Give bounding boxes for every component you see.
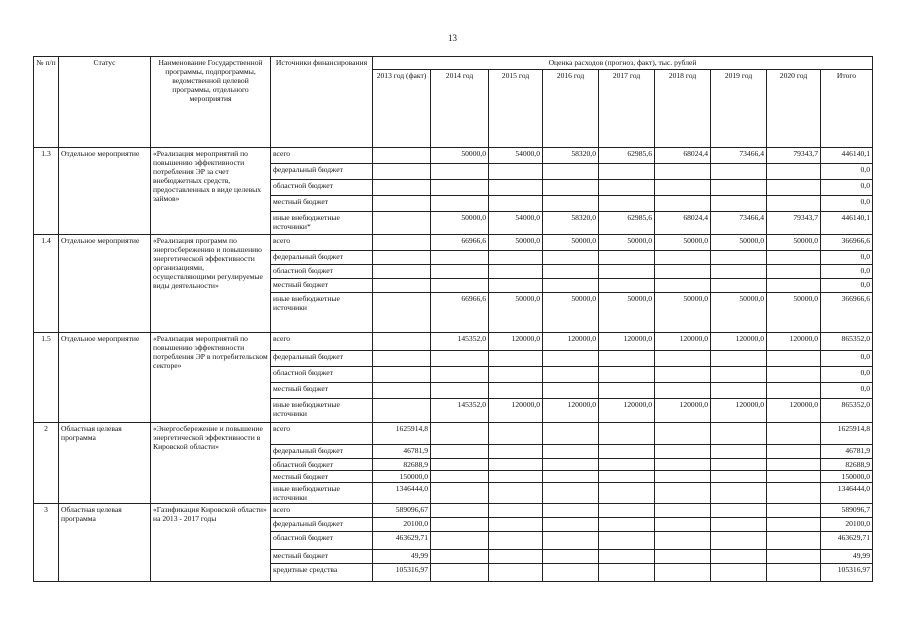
year-value [599,445,655,459]
year-value: 50000,0 [711,293,767,333]
year-value: 54000,0 [489,148,543,164]
year-value: 120000,0 [711,399,767,423]
year-value [655,251,711,265]
year-value: 68024,4 [655,148,711,164]
total-value: 0,0 [821,351,873,367]
year-value [431,550,489,564]
funding-source: областной бюджет [271,265,373,279]
year-value [767,471,821,483]
year-value [431,265,489,279]
funding-source: всего [271,148,373,164]
year-value [711,483,767,504]
group-status: Областная целевая программа [59,504,151,582]
year-value [489,180,543,196]
year-value [655,471,711,483]
year-value [489,532,543,550]
year-value: 1346444,0 [373,483,431,504]
year-value [373,196,431,212]
year-value [767,483,821,504]
year-value [711,459,767,471]
funding-source: областной бюджет [271,532,373,550]
year-value: 589096,67 [373,504,431,518]
year-value: 50000,0 [543,293,599,333]
group-name: «Реализация мероприятий по повышению эффективности потребления ЭР в потребительском секторе» [151,333,271,423]
year-value: 120000,0 [543,399,599,423]
total-value: 589096,7 [821,504,873,518]
year-value: 79343,7 [767,212,821,235]
year-value [599,459,655,471]
year-value [711,164,767,180]
funding-source: федеральный бюджет [271,351,373,367]
year-value: 50000,0 [655,235,711,251]
year-value: 50000,0 [543,235,599,251]
header-year: 2019 год [711,70,767,148]
year-value [655,550,711,564]
year-value: 62985,6 [599,212,655,235]
year-value: 50000,0 [655,293,711,333]
group-status: Отдельное мероприятие [59,148,151,235]
year-value [767,504,821,518]
year-value [767,550,821,564]
funding-source: всего [271,504,373,518]
year-value [655,196,711,212]
header-year: 2017 год [599,70,655,148]
year-value [711,383,767,399]
year-value [489,550,543,564]
total-value: 0,0 [821,367,873,383]
year-value [767,459,821,471]
funding-source: областной бюджет [271,367,373,383]
funding-source: местный бюджет [271,550,373,564]
group-name: «Энергосбережение и повышение энергетической эффективности в Кировской области» [151,423,271,504]
year-value [767,251,821,265]
year-value [655,459,711,471]
table-row [34,235,873,251]
group-status: Отдельное мероприятие [59,235,151,333]
funding-source: кредитные средства [271,564,373,582]
year-value [489,265,543,279]
year-value [489,164,543,180]
year-value: 54000,0 [489,212,543,235]
year-value [599,504,655,518]
year-value [655,180,711,196]
year-value [655,265,711,279]
year-value [767,367,821,383]
year-value [431,471,489,483]
year-value [655,518,711,532]
year-value [489,251,543,265]
year-value [489,518,543,532]
group-name: «Газификация Кировской области» на 2013 - 2017 годы [151,504,271,582]
year-value [489,423,543,445]
year-value: 120000,0 [655,399,711,423]
group-name: «Реализация программ по энергосбережению и повышению энергетической эффективности организациями, осуществляющими регулируемые виды деятельности» [151,235,271,333]
total-value: 1625914,8 [821,423,873,445]
year-value: 120000,0 [543,333,599,351]
year-value [543,180,599,196]
total-value: 1346444,0 [821,483,873,504]
year-value [711,518,767,532]
year-value [711,550,767,564]
year-value [489,459,543,471]
year-value [599,518,655,532]
table-row [34,148,873,164]
year-value [599,471,655,483]
year-value [599,279,655,293]
year-value [767,279,821,293]
year-value [711,180,767,196]
year-value [655,279,711,293]
year-value [489,504,543,518]
year-value [373,164,431,180]
year-value [431,445,489,459]
year-value: 50000,0 [489,235,543,251]
year-value: 120000,0 [767,399,821,423]
total-value: 0,0 [821,383,873,399]
header-num: № п/п [34,57,59,148]
year-value [655,504,711,518]
header-total: Итого [821,70,873,148]
year-value: 120000,0 [489,333,543,351]
total-value: 0,0 [821,180,873,196]
year-value [599,164,655,180]
year-value [431,367,489,383]
year-value [431,196,489,212]
total-value: 463629,71 [821,532,873,550]
year-value: 68024,4 [655,212,711,235]
year-value [711,279,767,293]
funding-source: федеральный бюджет [271,164,373,180]
group-num: 3 [34,504,59,582]
year-value [599,564,655,582]
year-value [543,251,599,265]
year-value [489,564,543,582]
table-row [34,423,873,445]
year-value: 463629,71 [373,532,431,550]
year-value: 105316,97 [373,564,431,582]
year-value [599,196,655,212]
year-value [711,532,767,550]
funding-source: иные внебюджетные источники [271,483,373,504]
total-value: 446140,1 [821,212,873,235]
page-number: 13 [448,33,457,43]
year-value: 62985,6 [599,148,655,164]
year-value [655,532,711,550]
year-value [373,251,431,265]
year-value: 20100,0 [373,518,431,532]
year-value [489,445,543,459]
year-value [489,196,543,212]
year-value [543,483,599,504]
total-value: 49,99 [821,550,873,564]
total-value: 0,0 [821,164,873,180]
year-value: 50000,0 [431,148,489,164]
year-value [489,471,543,483]
year-value: 58320,0 [543,148,599,164]
total-value: 0,0 [821,251,873,265]
group-num: 1.5 [34,333,59,423]
year-value [767,164,821,180]
year-value: 1625914,8 [373,423,431,445]
year-value [543,279,599,293]
year-value [543,459,599,471]
budget-table [33,56,873,582]
year-value [711,251,767,265]
year-value [767,180,821,196]
year-value [489,279,543,293]
header-year: 2020 год [767,70,821,148]
year-value [489,351,543,367]
year-value [599,367,655,383]
year-value [373,265,431,279]
year-value [655,383,711,399]
header-status: Статус [59,57,151,148]
total-value: 366966,6 [821,293,873,333]
funding-source: всего [271,333,373,351]
funding-source: местный бюджет [271,383,373,399]
table-row [34,333,873,351]
year-value [431,459,489,471]
year-value [373,383,431,399]
year-value [543,504,599,518]
year-value [711,564,767,582]
year-value [711,445,767,459]
year-value [431,504,489,518]
year-value: 50000,0 [489,293,543,333]
year-value [431,423,489,445]
total-value: 82688,9 [821,459,873,471]
header-estimate: Оценка расходов (прогноз, факт), тыс. рублей [373,57,873,70]
total-value: 865352,0 [821,399,873,423]
year-value [711,196,767,212]
year-value [543,351,599,367]
total-value: 46781,9 [821,445,873,459]
year-value [599,180,655,196]
year-value [767,564,821,582]
year-value: 46781,9 [373,445,431,459]
header-sources: Источники финансирования [271,57,373,148]
year-value [767,423,821,445]
total-value: 366966,6 [821,235,873,251]
year-value: 79343,7 [767,148,821,164]
year-value [543,265,599,279]
year-value [373,399,431,423]
total-value: 446140,1 [821,148,873,164]
group-num: 1.3 [34,148,59,235]
year-value [543,532,599,550]
year-value [599,532,655,550]
year-value [711,367,767,383]
year-value [373,180,431,196]
year-value [373,279,431,293]
year-value [543,471,599,483]
year-value [373,293,431,333]
year-value [655,445,711,459]
year-value: 120000,0 [655,333,711,351]
total-value: 105316,97 [821,564,873,582]
group-status: Областная целевая программа [59,423,151,504]
total-value: 20100,0 [821,518,873,532]
total-value: 0,0 [821,279,873,293]
funding-source: иные внебюджетные источники [271,399,373,423]
year-value [711,351,767,367]
year-value [599,351,655,367]
year-value [655,351,711,367]
year-value [767,265,821,279]
year-value: 150000,0 [373,471,431,483]
year-value [431,251,489,265]
year-value [373,367,431,383]
funding-source: местный бюджет [271,279,373,293]
year-value [767,532,821,550]
year-value: 73466,4 [711,212,767,235]
year-value [431,180,489,196]
group-status: Отдельное мероприятие [59,333,151,423]
funding-source: иные внебюджетные источники* [271,212,373,235]
year-value [373,333,431,351]
year-value [655,164,711,180]
year-value [711,471,767,483]
year-value [543,367,599,383]
year-value [655,367,711,383]
year-value [711,504,767,518]
funding-source: федеральный бюджет [271,445,373,459]
table-row [34,504,873,518]
year-value [431,483,489,504]
funding-source: федеральный бюджет [271,518,373,532]
year-value [543,445,599,459]
year-value [767,445,821,459]
year-value [543,564,599,582]
group-num: 2 [34,423,59,504]
year-value [655,423,711,445]
total-value: 0,0 [821,265,873,279]
year-value [543,383,599,399]
year-value [599,550,655,564]
year-value: 66966,6 [431,235,489,251]
year-value: 145352,0 [431,333,489,351]
year-value: 50000,0 [431,212,489,235]
total-value: 0,0 [821,196,873,212]
funding-source: областной бюджет [271,180,373,196]
year-value: 66966,6 [431,293,489,333]
header-year: 2013 год (факт) [373,70,431,148]
year-value [711,423,767,445]
year-value: 50000,0 [599,235,655,251]
year-value: 73466,4 [711,148,767,164]
year-value [431,279,489,293]
year-value [543,423,599,445]
year-value [599,423,655,445]
funding-source: всего [271,423,373,445]
year-value [599,265,655,279]
year-value [543,196,599,212]
year-value [711,265,767,279]
year-value: 58320,0 [543,212,599,235]
year-value [431,351,489,367]
total-value: 865352,0 [821,333,873,351]
year-value [489,383,543,399]
header-year: 2014 год [431,70,489,148]
funding-source: местный бюджет [271,471,373,483]
header-year: 2015 год [489,70,543,148]
funding-source: всего [271,235,373,251]
year-value [767,196,821,212]
year-value: 120000,0 [767,333,821,351]
year-value: 49,99 [373,550,431,564]
year-value: 50000,0 [599,293,655,333]
group-num: 1.4 [34,235,59,333]
year-value [489,483,543,504]
year-value: 145352,0 [431,399,489,423]
header-name: Наименование Государственной программы, подпрограммы, ведомственной целевой программы, отдельного мероприятия [151,57,271,148]
group-name: «Реализация мероприятий по повышению эффективности потребления ЭР за счет внебюджетных средств, предоставленных в виде целевых займов» [151,148,271,235]
year-value: 120000,0 [599,333,655,351]
year-value [373,351,431,367]
year-value [655,564,711,582]
year-value: 82688,9 [373,459,431,471]
year-value [599,383,655,399]
header-year: 2016 год [543,70,599,148]
year-value: 120000,0 [489,399,543,423]
year-value [373,235,431,251]
year-value: 50000,0 [711,235,767,251]
year-value: 120000,0 [711,333,767,351]
funding-source: иные внебюджетные источники [271,293,373,333]
year-value [373,148,431,164]
funding-source: местный бюджет [271,196,373,212]
year-value [543,550,599,564]
funding-source: федеральный бюджет [271,251,373,265]
total-value: 150000,0 [821,471,873,483]
year-value [431,564,489,582]
funding-source: областной бюджет [271,459,373,471]
year-value: 120000,0 [599,399,655,423]
year-value [431,532,489,550]
year-value: 50000,0 [767,235,821,251]
header-year: 2018 год [655,70,711,148]
year-value [489,367,543,383]
year-value [431,164,489,180]
year-value [655,483,711,504]
year-value [599,251,655,265]
year-value [767,383,821,399]
year-value [431,383,489,399]
year-value [767,518,821,532]
year-value [543,518,599,532]
year-value [373,212,431,235]
year-value [767,351,821,367]
year-value: 50000,0 [767,293,821,333]
year-value [431,518,489,532]
year-value [599,483,655,504]
year-value [543,164,599,180]
